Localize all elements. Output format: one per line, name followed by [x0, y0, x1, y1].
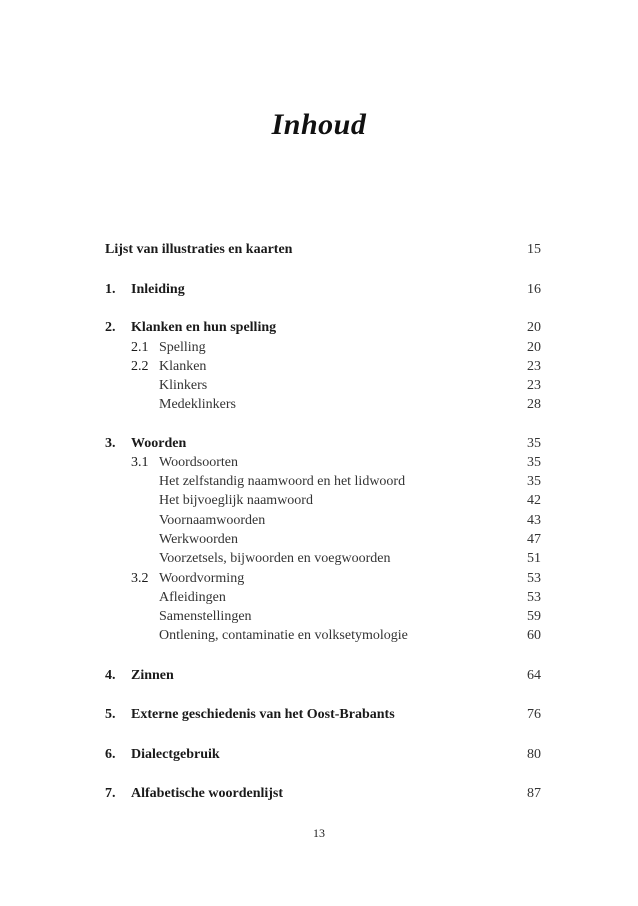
- toc-entry: [105, 395, 541, 415]
- toc-section-number: 3.2: [131, 571, 149, 586]
- toc-entry: [105, 784, 541, 804]
- toc-section-number: 3.1: [131, 455, 149, 470]
- toc-entry: [105, 607, 541, 627]
- toc-entry-title: Alfabetische woordenlijst: [131, 786, 284, 801]
- toc-section-number: 6.: [105, 747, 116, 762]
- toc-page-number: 23: [527, 359, 541, 374]
- toc-page-number: 60: [527, 628, 541, 643]
- toc-page-number: 16: [527, 282, 541, 297]
- toc-page-number: 64: [527, 668, 541, 683]
- toc-entry-title: Medeklinkers: [159, 397, 236, 412]
- toc-page-number: 20: [527, 320, 541, 335]
- toc-entry: [105, 530, 541, 550]
- toc-page-number: 47: [527, 532, 541, 547]
- toc-entry: [105, 280, 541, 300]
- toc-entry-title: Woorden: [131, 436, 187, 451]
- toc-entry-title: Samenstellingen: [159, 609, 252, 624]
- toc-entry: [105, 472, 541, 492]
- toc-entry: [105, 705, 541, 725]
- toc-page-number: 87: [527, 786, 541, 801]
- toc-entry: [105, 376, 541, 396]
- toc-entry: [105, 511, 541, 531]
- toc-page-number: 76: [527, 707, 541, 722]
- toc-section-number: 1.: [105, 282, 116, 297]
- toc-entry: [105, 453, 541, 473]
- toc-entry-title: Werkwoorden: [159, 532, 238, 547]
- page-title: Inhoud: [271, 108, 367, 141]
- toc-page-number: 15: [527, 242, 541, 257]
- toc-entry: [105, 626, 541, 646]
- toc-page-number: 80: [527, 747, 541, 762]
- toc-entry: [105, 240, 541, 260]
- toc-page-number: 35: [527, 455, 541, 470]
- toc-entry-title: Zinnen: [131, 668, 174, 683]
- toc-entry: [105, 569, 541, 589]
- toc-entry: [105, 357, 541, 377]
- toc-entry: [105, 666, 541, 686]
- toc-section-number: 2.2: [131, 359, 149, 374]
- toc-entry-title: Voornaamwoorden: [159, 513, 266, 528]
- toc-page-number: 51: [527, 551, 541, 566]
- toc-page-number: 35: [527, 436, 541, 451]
- toc-entry-title: Externe geschiedenis van het Oost-Brabants: [131, 707, 395, 722]
- toc-section-number: 2.1: [131, 340, 149, 355]
- toc-entry-title: Voorzetsels, bijwoorden en voegwoorden: [159, 551, 391, 566]
- toc-entry-title: Inleiding: [131, 282, 185, 297]
- toc-page-number: 20: [527, 340, 541, 355]
- toc-entry-title: Dialectgebruik: [131, 747, 220, 762]
- toc-entry-title: Klinkers: [159, 378, 208, 393]
- toc-entry: [105, 338, 541, 358]
- toc-section-number: 4.: [105, 668, 116, 683]
- toc-entry: [105, 318, 541, 338]
- toc-section-number: 2.: [105, 320, 116, 335]
- toc-entry: [105, 434, 541, 454]
- page-number: 13: [313, 826, 325, 840]
- toc-entry-title: Het bijvoeglijk naamwoord: [159, 493, 313, 508]
- toc-page-number: 53: [527, 571, 541, 586]
- toc-entry-title: Lijst van illustraties en kaarten: [105, 242, 293, 257]
- toc-entry: [105, 745, 541, 765]
- toc-page-number: 42: [527, 493, 541, 508]
- toc-page-number: 53: [527, 590, 541, 605]
- toc-entry-title: Afleidingen: [159, 590, 226, 605]
- toc-entry-title: Spelling: [159, 340, 206, 355]
- toc-page-number: 23: [527, 378, 541, 393]
- toc-entry-title: Woordvorming: [159, 571, 245, 586]
- toc-entry-title: Klanken: [159, 359, 207, 374]
- toc-entry-title: Woordsoorten: [159, 455, 238, 470]
- toc-entry-title: Klanken en hun spelling: [131, 320, 277, 335]
- toc-entry-title: Het zelfstandig naamwoord en het lidwoord: [159, 474, 406, 489]
- toc-entry-title: Ontlening, contaminatie en volksetymologie: [159, 628, 408, 643]
- toc-entry: [105, 549, 541, 569]
- toc-section-number: 5.: [105, 707, 116, 722]
- toc-page-number: 35: [527, 474, 541, 489]
- toc-page-number: 28: [527, 397, 541, 412]
- toc-section-number: 7.: [105, 786, 116, 801]
- toc-page-number: 59: [527, 609, 541, 624]
- toc-section-number: 3.: [105, 436, 116, 451]
- toc-entry: [105, 588, 541, 608]
- toc-entry: [105, 491, 541, 511]
- toc-page-number: 43: [527, 513, 541, 528]
